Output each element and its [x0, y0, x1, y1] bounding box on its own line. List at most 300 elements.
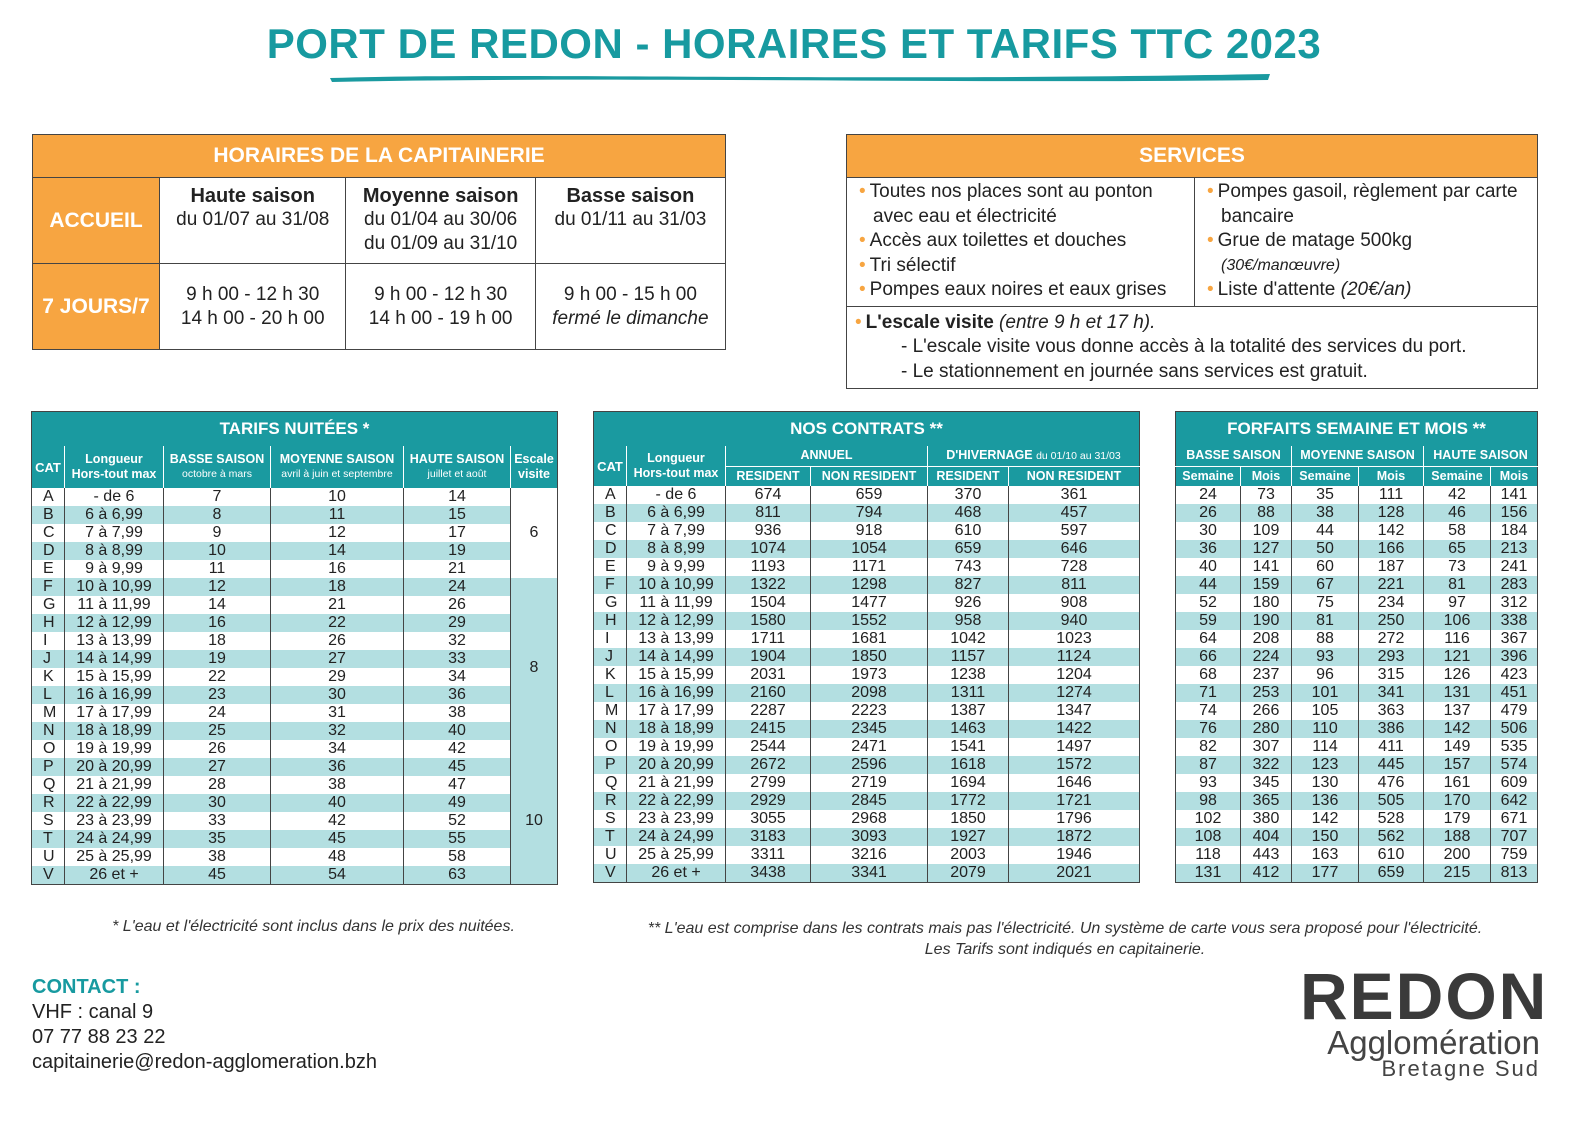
table-cell: 1772 — [928, 792, 1009, 810]
table-row — [32, 596, 558, 614]
table-cell: 7 à 7,99 — [627, 522, 726, 540]
col-moyenne: MOYENNE SAISON avril à juin et septembre — [271, 446, 404, 488]
col-non-resident: NON RESIDENT — [811, 466, 928, 486]
table-cell: 272 — [1359, 630, 1424, 648]
table-cell: 423 — [1491, 666, 1538, 684]
table-cell: D — [594, 540, 627, 558]
table-cell: 365 — [1241, 792, 1292, 810]
table-cell: 6 à 6,99 — [65, 506, 164, 524]
col-hivernage: D'HIVERNAGE du 01/10 au 31/03 — [928, 446, 1140, 466]
table-cell: 96 — [1292, 666, 1359, 684]
table-cell: 396 — [1491, 648, 1538, 666]
table-cell: 20 à 20,99 — [65, 758, 164, 776]
table-cell: 30 — [1199, 522, 1217, 539]
col-semaine: Semaine — [1292, 466, 1359, 486]
table-cell: 36 — [404, 686, 511, 704]
table-cell: 367 — [1491, 630, 1538, 648]
table-row — [1176, 864, 1538, 883]
table-cell: Q — [605, 774, 618, 791]
table-cell: 380 — [1241, 810, 1292, 828]
contact-email[interactable]: capitainerie@redon-agglomeration.bzh — [32, 1051, 377, 1073]
table-cell: 574 — [1491, 756, 1538, 774]
table-cell: 13 à 13,99 — [65, 632, 164, 650]
table-cell: 597 — [1009, 522, 1140, 540]
table-cell: 2079 — [928, 864, 1009, 883]
table-cell: 1204 — [1009, 666, 1140, 684]
table-cell: 13 à 13,99 — [627, 630, 726, 648]
table-cell: 1477 — [811, 594, 928, 612]
col-basse: BASSE SAISON octobre à mars — [164, 446, 271, 488]
table-cell: 794 — [811, 504, 928, 522]
horaires-heading: HORAIRES DE LA CAPITAINERIE — [33, 135, 726, 178]
table-cell: 64 — [1199, 630, 1217, 647]
table-cell: 35 — [164, 830, 271, 848]
table-cell: 312 — [1491, 594, 1538, 612]
table-cell: 11 à 11,99 — [627, 594, 726, 612]
table-cell: 12 — [271, 524, 404, 542]
contrats-heading: NOS CONTRATS ** — [594, 412, 1140, 447]
table-cell: 1322 — [726, 576, 811, 594]
table-cell: 16 — [271, 560, 404, 578]
table-cell: 142 — [1424, 720, 1491, 738]
nuitees-heading: TARIFS NUITÉES * — [32, 412, 558, 447]
table-cell: L — [32, 686, 65, 704]
table-cell: 105 — [1292, 702, 1359, 720]
table-cell: 32 — [271, 722, 404, 740]
table-cell: 1580 — [726, 612, 811, 630]
table-cell: 215 — [1424, 864, 1491, 883]
services-left — [847, 178, 1195, 307]
table-cell: 121 — [1424, 648, 1491, 666]
table-cell: A — [43, 488, 54, 505]
table-cell: 21 à 21,99 — [627, 774, 726, 792]
table-cell: 159 — [1241, 576, 1292, 594]
table-cell: 506 — [1491, 720, 1538, 738]
table-cell: 1541 — [928, 738, 1009, 756]
table-cell: 3183 — [726, 828, 811, 846]
table-cell: 179 — [1424, 810, 1491, 828]
table-cell: 1850 — [928, 810, 1009, 828]
service-note: (30€/manœuvre) — [1221, 256, 1341, 274]
table-cell: 149 — [1424, 738, 1491, 756]
table-row — [594, 504, 1140, 522]
service-item: • Toutes nos places sont au ponton avec eau et électricité — [859, 181, 1153, 227]
col-cat: CAT — [32, 446, 65, 488]
table-cell: 3216 — [811, 846, 928, 864]
table-cell: 38 — [1292, 504, 1359, 522]
escale-value: 6 — [511, 488, 558, 578]
table-cell: 936 — [726, 522, 811, 540]
table-cell: 361 — [1009, 486, 1140, 504]
table-cell: 108 — [1176, 828, 1241, 846]
table-cell: 42 — [1424, 486, 1491, 504]
table-row — [1176, 738, 1538, 756]
table-cell: 1711 — [726, 630, 811, 648]
table-cell: 110 — [1292, 720, 1359, 738]
table-cell: 280 — [1241, 720, 1292, 738]
nuitees-note: * L'eau et l'électricité sont inclus dans le prix des nuitées. — [112, 918, 515, 935]
table-cell: 1904 — [726, 648, 811, 666]
table-cell: 24 — [1199, 486, 1217, 503]
contact-vhf: VHF : canal 9 — [32, 1001, 154, 1023]
table-cell: 813 — [1491, 864, 1538, 883]
table-row — [594, 594, 1140, 612]
table-cell: 141 — [1241, 558, 1292, 576]
table-cell: T — [594, 828, 627, 846]
table-cell: 180 — [1241, 594, 1292, 612]
table-cell: 128 — [1359, 504, 1424, 522]
table-cell: 24 à 24,99 — [627, 828, 726, 846]
table-row — [594, 666, 1140, 684]
table-cell: 24 — [164, 704, 271, 722]
table-cell: 443 — [1241, 846, 1292, 864]
table-cell: 54 — [271, 866, 404, 885]
table-cell: 22 — [164, 668, 271, 686]
table-row — [32, 668, 558, 686]
col-resident: RESIDENT — [726, 466, 811, 486]
table-cell: 958 — [928, 612, 1009, 630]
table-cell: 1311 — [928, 684, 1009, 702]
table-cell: 68 — [1199, 666, 1217, 683]
table-cell: 2968 — [811, 810, 928, 828]
table-cell: 10 à 10,99 — [627, 576, 726, 594]
table-cell: 908 — [1009, 594, 1140, 612]
col-escale: Escale visite — [511, 446, 558, 488]
table-cell: 97 — [1424, 594, 1491, 612]
table-cell: 19 — [164, 650, 271, 668]
table-row — [1176, 846, 1538, 864]
table-cell: M — [605, 702, 619, 719]
table-cell: 659 — [1359, 864, 1424, 883]
table-row — [32, 830, 558, 848]
table-cell: 811 — [726, 504, 811, 522]
table-cell: 1694 — [928, 774, 1009, 792]
brush-underline — [330, 68, 1270, 84]
table-cell: 25 à 25,99 — [65, 848, 164, 866]
table-cell: 22 — [271, 614, 404, 632]
table-cell: G — [605, 594, 618, 611]
table-cell: 12 — [164, 578, 271, 596]
table-cell: 479 — [1491, 702, 1538, 720]
table-cell: 1850 — [811, 648, 928, 666]
table-row — [594, 810, 1140, 828]
table-cell: 81 — [1292, 612, 1359, 630]
table-cell: R — [32, 794, 65, 812]
table-cell: 535 — [1491, 738, 1538, 756]
table-row — [32, 758, 558, 776]
table-row — [32, 776, 558, 794]
horaires-table — [32, 134, 726, 350]
table-row — [32, 650, 558, 668]
table-cell: 32 — [404, 632, 511, 650]
table-cell: 118 — [1195, 846, 1221, 863]
table-cell: 14 à 14,99 — [65, 650, 164, 668]
table-cell: 14 — [271, 542, 404, 560]
table-cell: 322 — [1241, 756, 1292, 774]
table-cell: 1872 — [1009, 828, 1140, 846]
forfaits-table — [1175, 411, 1538, 883]
table-cell: 940 — [1009, 612, 1140, 630]
table-cell: 38 — [404, 704, 511, 722]
table-cell: E — [605, 558, 616, 575]
table-cell: 20 à 20,99 — [627, 756, 726, 774]
table-cell: I — [43, 632, 48, 649]
table-cell: V — [32, 866, 65, 885]
table-row — [32, 794, 558, 812]
table-cell: 2471 — [811, 738, 928, 756]
table-cell: 1347 — [1009, 702, 1140, 720]
hours-basse: 9 h 00 - 15 h 00 fermé le dimanche — [535, 264, 725, 350]
table-cell: 40 — [404, 722, 511, 740]
table-cell: 22 à 22,99 — [65, 794, 164, 812]
table-cell: 11 — [164, 560, 271, 578]
table-row — [32, 740, 558, 758]
services-right — [1195, 178, 1538, 307]
table-cell: Q — [43, 776, 56, 793]
table-cell: 15 — [404, 506, 511, 524]
table-cell: E — [43, 560, 54, 577]
table-row — [594, 522, 1140, 540]
table-cell: 21 à 21,99 — [65, 776, 164, 794]
table-cell: 457 — [1009, 504, 1140, 522]
table-cell: O — [43, 740, 56, 757]
season-basse: Basse saison du 01/11 au 31/03 — [535, 178, 725, 264]
table-row — [594, 846, 1140, 864]
table-cell: 234 — [1359, 594, 1424, 612]
table-row — [1176, 774, 1538, 792]
table-cell: 363 — [1359, 702, 1424, 720]
table-cell: 9 — [164, 524, 271, 542]
table-cell: B — [594, 504, 627, 522]
page-title: PORT DE REDON - HORAIRES ET TARIFS TTC 2023 — [266, 20, 1322, 67]
table-row — [1176, 756, 1538, 774]
table-cell: 1124 — [1009, 648, 1140, 666]
table-cell: 23 — [164, 686, 271, 704]
table-cell: 126 — [1424, 666, 1491, 684]
table-cell: 12 à 12,99 — [627, 612, 726, 630]
table-cell: 109 — [1241, 522, 1292, 540]
table-row — [594, 558, 1140, 576]
table-cell: 659 — [811, 486, 928, 504]
table-cell: 2929 — [726, 792, 811, 810]
table-cell: G — [43, 596, 56, 613]
table-cell: 1298 — [811, 576, 928, 594]
table-cell: 130 — [1292, 774, 1359, 792]
table-cell: 404 — [1241, 828, 1292, 846]
table-cell: 18 — [164, 632, 271, 650]
table-cell: 250 — [1359, 612, 1424, 630]
table-row — [32, 722, 558, 740]
table-row — [1176, 630, 1538, 648]
col-longueur: Longueur Hors-tout max — [627, 446, 726, 486]
table-cell: 1946 — [1009, 846, 1140, 864]
table-cell: 170 — [1424, 792, 1491, 810]
table-cell: 48 — [271, 848, 404, 866]
table-cell: 468 — [928, 504, 1009, 522]
table-cell: 131 — [1176, 864, 1241, 883]
table-cell: 98 — [1176, 792, 1241, 810]
redon-logo — [1300, 959, 1549, 1081]
table-cell: 476 — [1359, 774, 1424, 792]
table-cell: 166 — [1359, 540, 1424, 558]
table-cell: 918 — [811, 522, 928, 540]
table-cell: 12 à 12,99 — [65, 614, 164, 632]
table-cell: 50 — [1292, 540, 1359, 558]
table-cell: 237 — [1241, 666, 1292, 684]
table-cell: 76 — [1176, 720, 1241, 738]
table-cell: 42 — [404, 740, 511, 758]
table-cell: 45 — [404, 758, 511, 776]
col-resident: RESIDENT — [928, 466, 1009, 486]
table-row — [32, 506, 558, 524]
table-cell: 74 — [1199, 702, 1217, 719]
table-cell: 2345 — [811, 720, 928, 738]
table-cell: 8 — [164, 506, 271, 524]
table-cell: 116 — [1424, 630, 1491, 648]
table-cell: 150 — [1292, 828, 1359, 846]
table-cell: 21 — [271, 596, 404, 614]
table-cell: S — [43, 812, 54, 829]
table-cell: 87 — [1176, 756, 1241, 774]
table-cell: 75 — [1292, 594, 1359, 612]
table-cell: 29 — [404, 614, 511, 632]
table-row — [1176, 504, 1538, 522]
contact-phone[interactable]: 07 77 88 23 22 — [32, 1026, 166, 1048]
table-cell: 33 — [164, 812, 271, 830]
table-cell: K — [43, 668, 54, 685]
table-cell: 58 — [404, 848, 511, 866]
service-item: • Accès aux toilettes et douches — [859, 230, 1127, 251]
table-cell: 38 — [271, 776, 404, 794]
table-cell: 40 — [271, 794, 404, 812]
table-cell: 1927 — [928, 828, 1009, 846]
table-cell: C — [43, 524, 55, 541]
table-cell: 14 — [404, 488, 511, 506]
table-cell: 141 — [1491, 486, 1538, 504]
table-cell: 3311 — [726, 846, 811, 864]
table-cell: 157 — [1424, 756, 1491, 774]
table-cell: 26 — [271, 632, 404, 650]
table-cell: 659 — [928, 540, 1009, 558]
table-cell: J — [32, 650, 65, 668]
col-haute: HAUTE SAISON juillet et août — [404, 446, 511, 488]
season-haute: Haute saison du 01/07 au 31/08 — [160, 178, 346, 264]
table-cell: 200 — [1424, 846, 1491, 864]
table-cell: 42 — [271, 812, 404, 830]
table-cell: 26 et + — [65, 866, 164, 885]
table-row — [32, 578, 558, 596]
table-cell: P — [594, 756, 627, 774]
table-row — [594, 576, 1140, 594]
season-moyenne: Moyenne saison du 01/04 au 30/06 du 01/09 au 31/10 — [346, 178, 535, 264]
table-cell: 610 — [1359, 846, 1424, 864]
table-cell: 27 — [271, 650, 404, 668]
table-cell: 19 à 19,99 — [627, 738, 726, 756]
table-cell: 177 — [1292, 864, 1359, 883]
table-cell: 73 — [1424, 558, 1491, 576]
table-row — [594, 756, 1140, 774]
col-non-resident: NON RESIDENT — [1009, 466, 1140, 486]
table-row — [32, 542, 558, 560]
table-row — [1176, 666, 1538, 684]
table-cell: 2098 — [811, 684, 928, 702]
logo-bretagne-sud: Bretagne Sud — [1381, 1056, 1540, 1081]
table-cell: 111 — [1359, 486, 1424, 504]
table-row — [32, 614, 558, 632]
table-cell: 34 — [404, 668, 511, 686]
table-cell: 445 — [1359, 756, 1424, 774]
table-cell: 3341 — [811, 864, 928, 883]
table-cell: 451 — [1491, 684, 1538, 702]
table-cell: 30 — [164, 794, 271, 812]
table-cell: 88 — [1241, 504, 1292, 522]
table-cell: 926 — [928, 594, 1009, 612]
table-cell: 30 — [271, 686, 404, 704]
table-cell: 26 et + — [627, 864, 726, 883]
table-cell: 827 — [928, 576, 1009, 594]
table-cell: 609 — [1491, 774, 1538, 792]
table-cell: 1422 — [1009, 720, 1140, 738]
table-cell: 241 — [1491, 558, 1538, 576]
table-row — [32, 812, 558, 830]
table-cell: 341 — [1359, 684, 1424, 702]
escale-value: 10 — [511, 758, 558, 885]
table-cell: 71 — [1176, 684, 1241, 702]
forfaits-heading: FORFAITS SEMAINE ET MOIS ** — [1176, 412, 1538, 447]
table-cell: V — [594, 864, 627, 883]
table-cell: 10 à 10,99 — [65, 578, 164, 596]
table-cell: 1023 — [1009, 630, 1140, 648]
table-cell: 562 — [1359, 828, 1424, 846]
table-cell: 293 — [1359, 648, 1424, 666]
table-cell: 1193 — [726, 558, 811, 576]
logo-redon: REDON — [1300, 959, 1549, 1033]
nuitees-table — [31, 411, 558, 885]
table-cell: 47 — [404, 776, 511, 794]
table-row — [594, 612, 1140, 630]
table-cell: 1618 — [928, 756, 1009, 774]
col-cat: CAT — [594, 446, 627, 486]
table-cell: 73 — [1241, 486, 1292, 504]
table-cell: 1074 — [726, 540, 811, 558]
table-row — [594, 630, 1140, 648]
table-cell: 15 à 15,99 — [627, 666, 726, 684]
table-cell: B — [32, 506, 65, 524]
table-cell: 93 — [1199, 774, 1217, 791]
table-cell: 142 — [1359, 522, 1424, 540]
table-cell: 161 — [1424, 774, 1491, 792]
accueil-label: ACCUEIL — [33, 178, 160, 264]
table-row — [32, 560, 558, 578]
hours-moyenne: 9 h 00 - 12 h 30 14 h 00 - 19 h 00 — [346, 264, 535, 350]
col-basse: BASSE SAISON — [1176, 446, 1292, 466]
table-cell: 9 à 9,99 — [627, 558, 726, 576]
table-cell: 266 — [1241, 702, 1292, 720]
table-cell: I — [605, 630, 610, 647]
table-cell: 27 — [164, 758, 271, 776]
table-cell: 17 à 17,99 — [627, 702, 726, 720]
table-cell: S — [605, 810, 616, 827]
table-cell: U — [605, 846, 617, 863]
table-cell: 127 — [1241, 540, 1292, 558]
table-cell: 36 — [271, 758, 404, 776]
table-row — [32, 866, 558, 885]
col-semaine: Semaine — [1176, 466, 1241, 486]
table-row — [32, 632, 558, 650]
table-cell: 213 — [1491, 540, 1538, 558]
table-cell: 22 à 22,99 — [627, 792, 726, 810]
table-cell: 528 — [1359, 810, 1424, 828]
